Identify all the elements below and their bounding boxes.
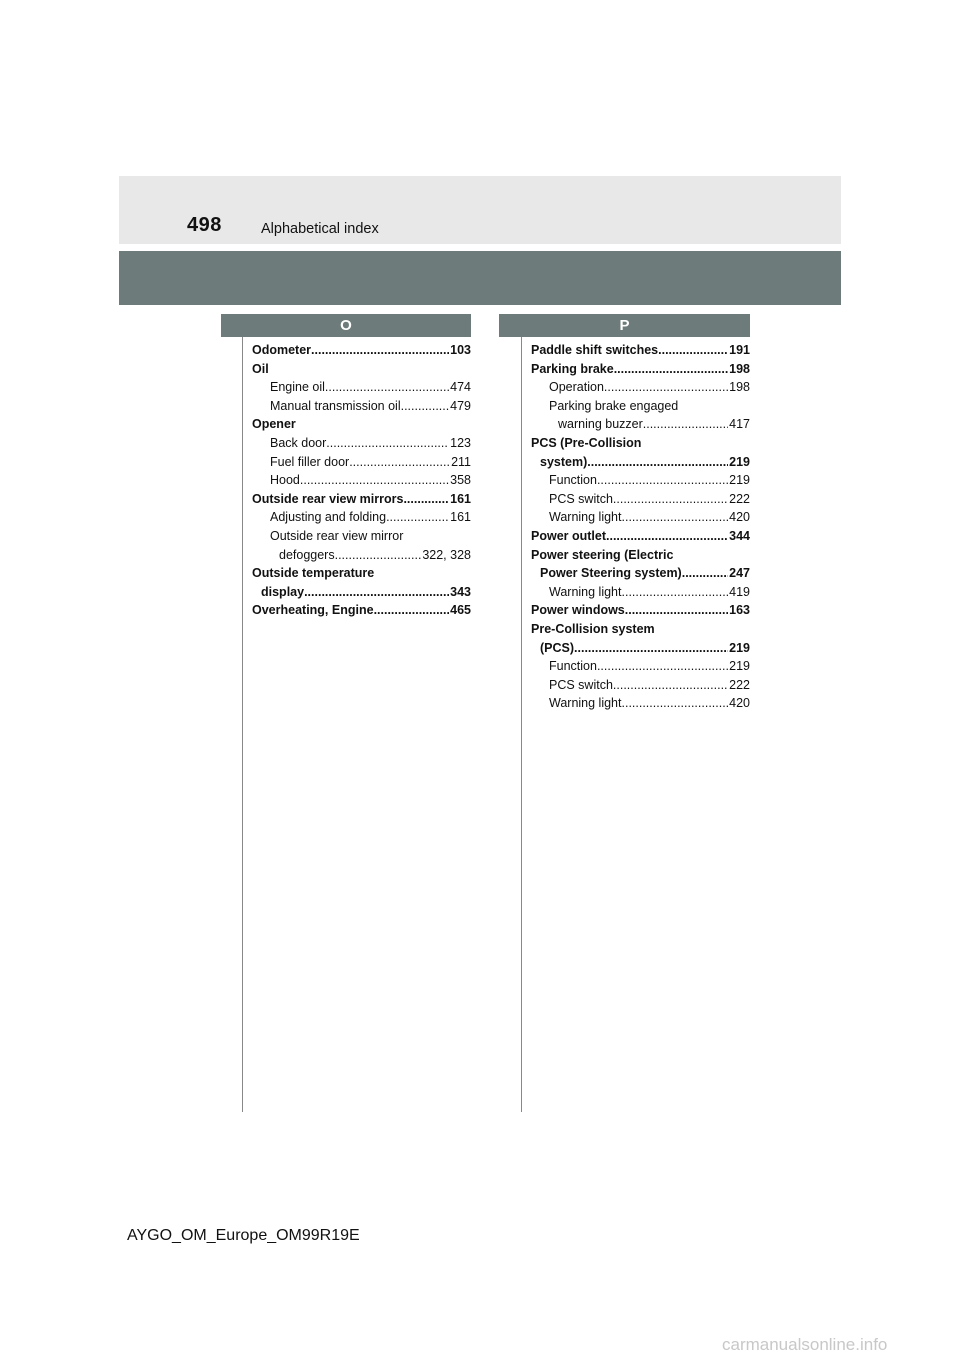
dot-leader xyxy=(311,341,449,360)
entry-label: Outside rear view mirror xyxy=(270,528,404,543)
entry-page-number: 198 xyxy=(729,380,750,395)
entry-label: Adjusting and folding xyxy=(270,510,387,525)
index-entry xyxy=(252,527,471,546)
entry-page-number: 417 xyxy=(729,417,750,432)
index-entry xyxy=(531,415,750,434)
dot-leader xyxy=(622,508,729,527)
index-entry xyxy=(252,508,471,527)
entry-page-number: 358 xyxy=(450,473,471,488)
entry-label: Warning light xyxy=(549,584,622,599)
index-entry xyxy=(531,341,750,360)
index-entry xyxy=(252,453,471,472)
index-entry xyxy=(531,546,750,565)
entry-label: Function xyxy=(549,473,597,488)
index-entry xyxy=(252,434,471,453)
entry-page-number: 163 xyxy=(729,603,750,618)
entry-page-number: 222 xyxy=(729,491,750,506)
dot-leader xyxy=(304,583,449,602)
entry-page-number: 322, 328 xyxy=(422,547,471,562)
entry-page-number: 465 xyxy=(450,603,471,618)
index-entry xyxy=(252,564,471,583)
index-entry xyxy=(531,527,750,546)
index-entry xyxy=(252,583,471,602)
entry-label: Power steering (Electric xyxy=(531,547,674,562)
dot-leader xyxy=(658,341,728,360)
index-entry xyxy=(252,378,471,397)
column-rule-p xyxy=(521,337,522,1112)
entry-label: Engine oil xyxy=(270,380,325,395)
entry-page-number: 219 xyxy=(729,659,750,674)
entry-label: Warning light xyxy=(549,510,622,525)
index-entry xyxy=(531,434,750,453)
dot-leader xyxy=(643,415,728,434)
entry-page-number: 161 xyxy=(450,491,471,506)
entry-label: Outside rear view mirrors xyxy=(252,491,404,506)
index-entry xyxy=(531,360,750,379)
dot-leader xyxy=(597,471,728,490)
index-entry xyxy=(531,397,750,416)
entry-page-number: 219 xyxy=(729,454,750,469)
entry-page-number: 123 xyxy=(450,435,471,450)
entry-page-number: 191 xyxy=(729,343,750,357)
watermark: carmanualsonline.info xyxy=(722,1335,888,1354)
entry-page-number: 343 xyxy=(450,584,471,599)
dot-leader xyxy=(574,639,728,658)
dot-leader xyxy=(606,527,728,546)
entry-label: Pre-Collision system xyxy=(531,621,655,636)
entry-label: Hood xyxy=(270,473,300,488)
index-entry xyxy=(252,360,471,379)
dot-leader xyxy=(401,397,450,416)
entry-label: system) xyxy=(540,454,588,469)
index-column-o xyxy=(252,341,471,620)
index-entry xyxy=(531,508,750,527)
index-entry xyxy=(531,601,750,620)
header-band xyxy=(119,176,841,244)
entry-label: Oil xyxy=(252,361,269,376)
entry-page-number: 211 xyxy=(451,454,471,469)
letter-heading-p: P xyxy=(499,314,750,337)
index-entry xyxy=(531,639,750,658)
dot-leader xyxy=(587,453,728,472)
section-title: Alphabetical index xyxy=(261,221,379,237)
index-entry xyxy=(531,453,750,472)
document-code: AYGO_OM_Europe_OM99R19E xyxy=(127,1227,360,1244)
dot-leader xyxy=(622,694,729,713)
index-entry xyxy=(531,676,750,695)
index-entry xyxy=(531,583,750,602)
index-entry xyxy=(531,657,750,676)
entry-label: Warning light xyxy=(549,696,622,711)
index-column-p xyxy=(531,341,750,713)
dot-leader xyxy=(625,601,728,620)
dot-leader xyxy=(300,471,449,490)
entry-label: Back door xyxy=(270,435,327,450)
entry-label: display xyxy=(261,584,305,599)
dot-leader xyxy=(403,490,449,509)
entry-page-number: 247 xyxy=(729,566,750,581)
dot-leader xyxy=(335,546,422,565)
dot-leader xyxy=(374,601,450,620)
index-entry xyxy=(531,471,750,490)
dot-leader xyxy=(682,564,728,583)
index-entry xyxy=(252,415,471,434)
entry-label: PCS switch xyxy=(549,491,613,506)
entry-page-number: 474 xyxy=(450,380,471,395)
page-number: 498 xyxy=(187,214,222,236)
index-entry xyxy=(531,694,750,713)
index-entry xyxy=(252,397,471,416)
entry-label: (PCS) xyxy=(540,640,575,655)
entry-page-number: 419 xyxy=(729,584,750,599)
entry-page-number: 103 xyxy=(450,343,471,357)
entry-page-number: 420 xyxy=(729,696,750,711)
index-entry xyxy=(252,490,471,509)
index-entry xyxy=(252,471,471,490)
dot-leader xyxy=(604,378,728,397)
entry-label: Odometer xyxy=(252,343,312,357)
entry-label: Overheating, Engine xyxy=(252,603,374,618)
column-rule-o xyxy=(242,337,243,1112)
entry-label: Power outlet xyxy=(531,528,607,543)
dot-leader xyxy=(613,676,728,695)
dot-leader xyxy=(325,378,449,397)
entry-label: Parking brake xyxy=(531,361,614,376)
entry-page-number: 219 xyxy=(729,473,750,488)
entry-label: Power Steering system) xyxy=(540,566,682,581)
index-entry xyxy=(252,601,471,620)
dot-leader xyxy=(326,434,449,453)
index-entry xyxy=(531,620,750,639)
index-entry xyxy=(531,564,750,583)
entry-label: Parking brake engaged xyxy=(549,398,679,413)
entry-label: Outside temperature xyxy=(252,566,375,581)
entry-page-number: 161 xyxy=(450,510,471,525)
index-entry xyxy=(252,546,471,565)
dot-leader xyxy=(386,508,449,527)
entry-label: PCS switch xyxy=(549,677,613,692)
dot-leader xyxy=(349,453,450,472)
entry-page-number: 198 xyxy=(729,361,750,376)
dot-leader xyxy=(614,360,728,379)
letter-heading-o: O xyxy=(221,314,471,337)
dot-leader xyxy=(622,583,729,602)
entry-page-number: 222 xyxy=(729,677,750,692)
entry-page-number: 219 xyxy=(729,640,750,655)
entry-page-number: 420 xyxy=(729,510,750,525)
entry-label: Power windows xyxy=(531,603,625,618)
entry-label: PCS (Pre-Collision xyxy=(531,435,642,450)
index-entry xyxy=(252,341,471,360)
entry-label: defoggers xyxy=(279,547,335,562)
header-dark-band xyxy=(119,251,841,305)
entry-label: Function xyxy=(549,659,597,674)
entry-label: warning buzzer xyxy=(558,417,643,432)
entry-label: Manual transmission oil xyxy=(270,398,401,413)
entry-label: Fuel filler door xyxy=(270,454,350,469)
entry-label: Opener xyxy=(252,417,296,432)
index-entry xyxy=(531,378,750,397)
dot-leader xyxy=(597,657,728,676)
entry-page-number: 344 xyxy=(729,528,750,543)
entry-label: Operation xyxy=(549,380,604,395)
entry-label: Paddle shift switches xyxy=(531,343,659,357)
dot-leader xyxy=(613,490,728,509)
entry-page-number: 479 xyxy=(450,398,471,413)
index-entry xyxy=(531,490,750,509)
